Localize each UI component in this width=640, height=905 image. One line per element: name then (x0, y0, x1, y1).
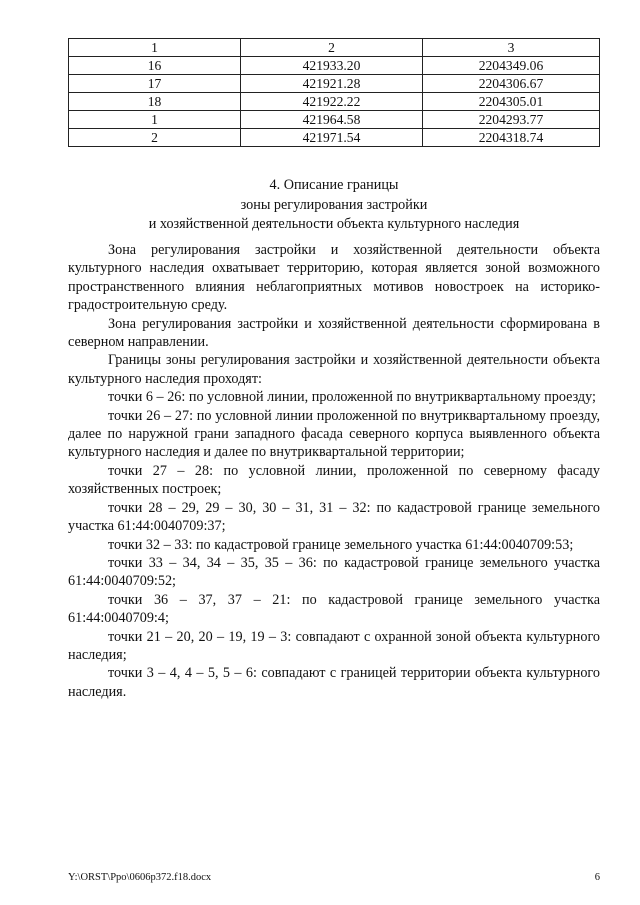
boundary-item: точки 3 – 4, 4 – 5, 5 – 6: совпадают с границей территории объекта культурного наследия. (68, 665, 600, 700)
point-number-cell: 18 (69, 93, 241, 111)
coordinates-table (68, 38, 600, 147)
boundary-item: точки 21 – 20, 20 – 19, 19 – 3: совпадают с охранной зоной объекта культурного наследия; (68, 628, 600, 663)
x-coordinate-cell: 421933.20 (241, 57, 423, 75)
table-row (69, 129, 600, 147)
body-paragraph: Зона регулирования застройки и хозяйственной деятельности сформирована в северном направлении. (68, 315, 600, 351)
y-coordinate-cell: 2204349.06 (423, 57, 600, 75)
body-paragraph: Зона регулирования застройки и хозяйственной деятельности объекта культурного наследия охватывает территорию, которая является зоной возможного пространственного влияния неблагоприятных мотивов новостроек на историко-градостроительную среду. (68, 242, 600, 314)
table-header-row (69, 39, 600, 57)
table-row (69, 93, 600, 111)
point-number-cell: 2 (69, 129, 241, 147)
table-row (69, 75, 600, 93)
boundary-item: точки 26 – 27: по условной линии проложенной по внутриквартальному проезду, далее по наружной грани западного фасада северного корпуса выявленного объекта культурного наследия и далее по внутриквартальной территории; (68, 407, 600, 461)
x-coordinate-cell: 421921.28 (241, 75, 423, 93)
footer-file-path: Y:\ORST\Ppo\0606p372.f18.docx (68, 872, 212, 883)
table-header-cell: 1 (69, 39, 241, 57)
boundary-item: точки 32 – 33: по кадастровой границе земельного участка 61:44:0040709:53; (108, 536, 574, 553)
table-row (69, 111, 600, 129)
section-heading-line: и хозяйственной деятельности объекта культурного наследия (148, 216, 520, 232)
table-header-cell: 3 (423, 39, 600, 57)
section-heading (68, 176, 600, 235)
table-row (69, 57, 600, 75)
table-header-cell: 2 (241, 39, 423, 57)
boundary-item: точки 36 – 37, 37 – 21: по кадастровой границе земельного участка 61:44:0040709:4; (68, 591, 600, 627)
section-heading-line: 4. Описание границы (269, 177, 399, 193)
x-coordinate-cell: 421964.58 (241, 111, 423, 129)
point-number-cell: 16 (69, 57, 241, 75)
point-number-cell: 17 (69, 75, 241, 93)
section-body (68, 241, 600, 701)
y-coordinate-cell: 2204305.01 (423, 93, 600, 111)
boundary-item: точки 6 – 26: по условной линии, проложенной по внутриквартальному проезду; (108, 389, 596, 406)
body-paragraph: Границы зоны регулирования застройки и хозяйственной деятельности объекта культурного наследия проходят: (68, 352, 600, 387)
y-coordinate-cell: 2204293.77 (423, 111, 600, 129)
section-heading-line: зоны регулирования застройки (240, 196, 428, 213)
x-coordinate-cell: 421922.22 (241, 93, 423, 111)
boundary-item: точки 33 – 34, 34 – 35, 35 – 36: по кадастровой границе земельного участка 61:44:0040709:52; (68, 554, 600, 590)
y-coordinate-cell: 2204318.74 (423, 129, 600, 147)
x-coordinate-cell: 421971.54 (241, 129, 423, 147)
footer-page-number: 6 (594, 872, 600, 883)
point-number-cell: 1 (69, 111, 241, 129)
boundary-item: точки 28 – 29, 29 – 30, 30 – 31, 31 – 32: по кадастровой границе земельного участка 61:44:0040709:37; (68, 499, 600, 535)
y-coordinate-cell: 2204306.67 (423, 75, 600, 93)
boundary-item: точки 27 – 28: по условной линии, проложенной по северному фасаду хозяйственных построек; (68, 462, 600, 498)
